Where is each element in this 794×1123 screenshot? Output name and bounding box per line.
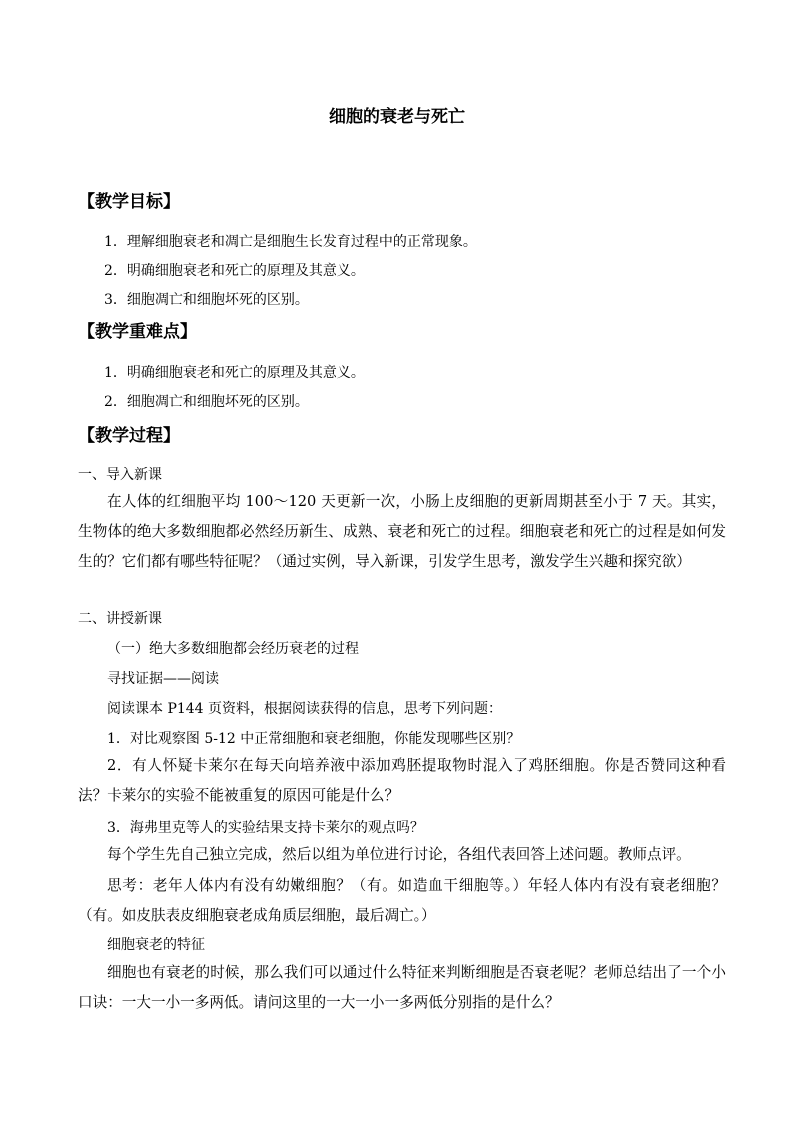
objective-item-2: 2．明确细胞衰老和死亡的原理及其意义。 <box>104 263 365 279</box>
objective-item-3: 3．细胞凋亡和细胞坏死的区别。 <box>104 292 309 308</box>
intro-paragraph: 在人体的红细胞平均 100～120 天更新一次，小肠上皮细胞的更新周期甚至小于 7 天。其实，生物体的绝大多数细胞都必然经历新生、成熟、衰老和死亡的过程。细胞衰老和死亡的过程是如何发生的？它们都有哪些特征呢？（通过实例，导入新课，引发学生思考，激发学生兴趣和探究欲） <box>78 493 726 570</box>
part2-title: 二、讲授新课 <box>78 611 162 627</box>
reading-intro: 阅读课本 P144 页资料，根据阅读获得的信息，思考下列问题： <box>107 701 503 717</box>
key-point-item-2: 2．细胞凋亡和细胞坏死的区别。 <box>104 394 309 410</box>
question-1: 1．对比观察图 5-12 中正常细胞和衰老细胞，你能发现哪些区别？ <box>107 731 521 747</box>
features-paragraph: 细胞也有衰老的时候，那么我们可以通过什么特征来判断细胞是否衰老呢？老师总结出了一个小口诀：一大一小一多两低。请问这里的一大一小一多两低分别指的是什么？ <box>78 964 726 1011</box>
features-title: 细胞衰老的特征 <box>107 937 205 953</box>
key-points-heading: 【教学重难点】 <box>78 322 197 342</box>
question-2: 2．有人怀疑卡莱尔在每天向培养液中添加鸡胚提取物时混入了鸡胚细胞。你是否赞同这种看法？卡莱尔的实验不能被重复的原因可能是什么？ <box>78 757 726 804</box>
evidence-label: 寻找证据——阅读 <box>107 671 219 687</box>
part1-title: 一、导入新课 <box>78 467 162 483</box>
key-point-item-1: 1．明确细胞衰老和死亡的原理及其意义。 <box>104 365 365 381</box>
thinking-paragraph: 思考：老年人体内有没有幼嫩细胞？（有。如造血干细胞等。）年轻人体内有没有衰老细胞？（有。如皮肤表皮细胞衰老成角质层细胞，最后凋亡。） <box>78 877 726 924</box>
question-3: 3．海弗里克等人的实验结果支持卡莱尔的观点吗？ <box>107 820 424 836</box>
process-heading: 【教学过程】 <box>78 426 180 446</box>
discussion-paragraph: 每个学生先自己独立完成，然后以组为单位进行讨论，各组代表回答上述问题。教师点评。 <box>107 846 691 863</box>
page-title: 细胞的衰老与死亡 <box>329 107 465 127</box>
objective-item-1: 1．理解细胞衰老和凋亡是细胞生长发育过程中的正常现象。 <box>104 234 477 250</box>
objectives-heading: 【教学目标】 <box>78 192 180 212</box>
subsection-1-title: （一）绝大多数细胞都会经历衰老的过程 <box>107 641 359 657</box>
